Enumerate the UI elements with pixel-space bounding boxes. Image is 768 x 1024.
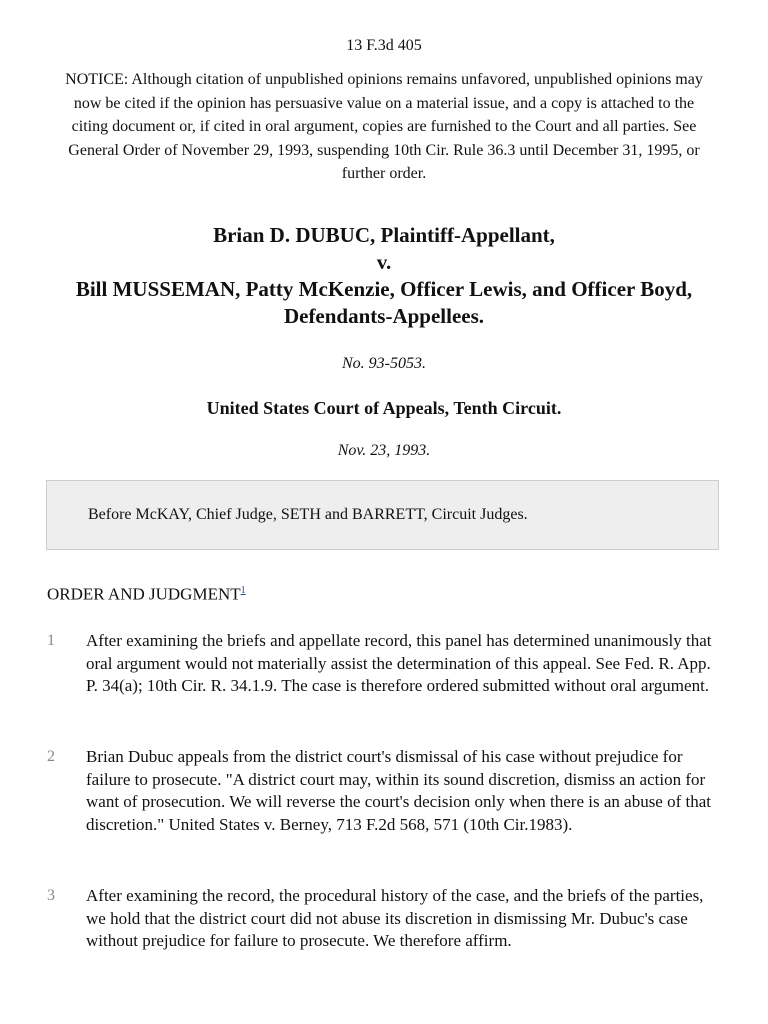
paragraph-text: After examining the briefs and appellate record, this panel has determined unanimously that oral argument would not materially assist the determination of this appeal. See Fed. R. App. P. 34(a); 10th Cir. R. 34.1.9. The case is therefore ordered submitted without oral argument. — [86, 631, 712, 695]
appellees-names: Bill MUSSEMAN, Patty McKenzie, Officer Lewis, and Officer Boyd, Defendants-Appellees. — [75, 277, 693, 328]
order-heading — [47, 580, 246, 606]
footnote-link[interactable]: 1 — [240, 585, 246, 596]
court-name: United States Court of Appeals, Tenth Circuit. — [206, 398, 562, 418]
case-citation: 13 F.3d 405 — [346, 37, 422, 54]
paragraph-number: 1 — [47, 632, 55, 649]
paragraph-text: Brian Dubuc appeals from the district court's dismissal of his case without prejudice for failure to prosecute. "A district court may, within its sound discretion, dismiss an action for want of prosecution. We will reverse the court's decision only when there is an abuse of that discretion." United States v. Berney, 713 F.2d 568, 571 (10th Cir.1983). — [86, 747, 712, 834]
order-heading-label: ORDER AND JUDGMENT — [47, 584, 241, 604]
paragraph-text: After examining the record, the procedural history of the case, and the briefs of the parties, we hold that the district court did not abuse its discretion in dismissing Mr. Dubuc's case without prejudice for failure to prosecute. We therefore affirm. — [86, 886, 704, 950]
judges-panel-box — [46, 480, 719, 550]
docket-number: No. 93-5053. — [342, 355, 426, 372]
case-caption — [40, 222, 728, 330]
paragraph-number: 2 — [47, 748, 55, 765]
decision-date: Nov. 23, 1993. — [337, 442, 431, 459]
versus-label: v. — [376, 250, 392, 274]
appellant-name: Brian D. DUBUC, Plaintiff-Appellant, — [213, 223, 555, 247]
judges-panel-text: Before McKAY, Chief Judge, SETH and BARRETT, Circuit Judges. — [88, 506, 528, 523]
unpublished-opinion-notice: NOTICE: Although citation of unpublished opinions remains unfavored, unpublished opinions may now be cited if the opinion has persuasive value on a material issue, and a copy is attached to the citing document or, if cited in oral argument, copies are furnished to the Court and all parties. See General Order of November 29, 1993, suspending 10th Cir. Rule 36.3 until December 31, 1995, or further order. — [65, 71, 703, 182]
paragraph-number: 3 — [47, 887, 55, 904]
